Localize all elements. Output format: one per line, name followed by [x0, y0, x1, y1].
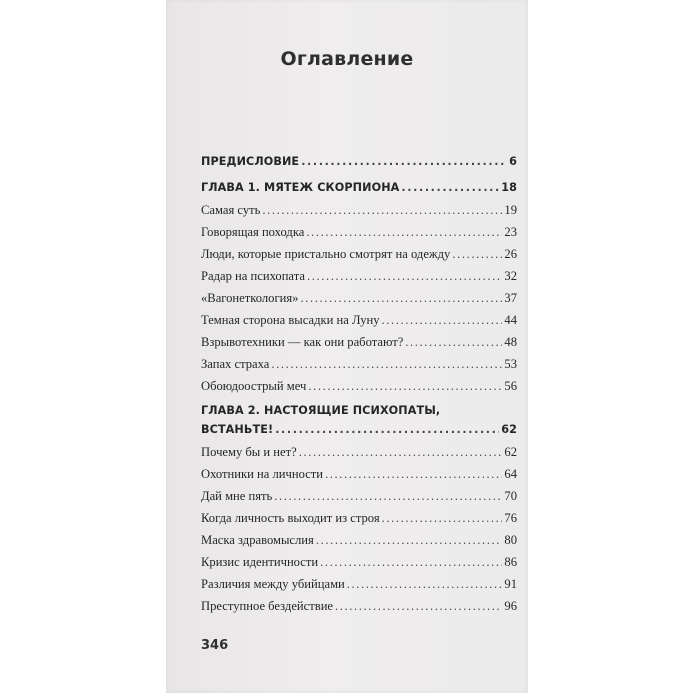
- toc-entry: [201, 441, 517, 463]
- dot-leader: [299, 441, 503, 463]
- toc-entry: [201, 309, 517, 331]
- dot-leader: [382, 507, 503, 529]
- toc-entry-page: 18: [501, 181, 517, 194]
- toc-entry: [201, 331, 517, 353]
- toc-entry-page: 86: [504, 555, 517, 569]
- dot-leader: [320, 551, 502, 573]
- dot-leader: [405, 331, 502, 353]
- toc-entry-page: 32: [504, 269, 517, 283]
- toc-entry: [201, 551, 517, 573]
- dot-leader: [306, 221, 502, 243]
- toc-entry-label: Маска здравомыслия: [201, 533, 314, 547]
- book-page: [166, 0, 528, 693]
- toc-entry: [201, 573, 517, 595]
- toc-entry-continued: [201, 419, 517, 441]
- toc-entry-label: Различия между убийцами: [201, 577, 345, 591]
- toc-entry-page: 64: [504, 467, 517, 481]
- toc-entry-label: Радар на психопата: [201, 269, 305, 283]
- dot-leader: [308, 375, 502, 397]
- toc-entry-page: 70: [504, 489, 517, 503]
- toc-entry: [201, 199, 517, 221]
- toc-entry-label: Люди, которые пристально смотрят на одежду: [201, 247, 451, 261]
- toc-entry-label: Кризис идентичности: [201, 555, 319, 569]
- toc-entry: [201, 221, 517, 243]
- toc-entry: [201, 151, 517, 173]
- dot-leader: [262, 199, 502, 221]
- dot-leader: [300, 287, 502, 309]
- toc-entry-label: Когда личность выходит из строя: [201, 511, 380, 525]
- dot-leader: [301, 151, 507, 173]
- page-number: 346: [201, 638, 229, 653]
- toc-entry: [201, 287, 517, 309]
- toc-entry-label: ГЛАВА 1. МЯТЕЖ СКОРПИОНА: [201, 181, 400, 194]
- toc-entry: [201, 243, 517, 265]
- dot-leader: [275, 419, 499, 441]
- dot-leader: [325, 463, 502, 485]
- toc-entry: [201, 265, 517, 287]
- toc-entry-label: Темная сторона высадки на Луну: [201, 313, 380, 327]
- toc-entry: [201, 403, 517, 419]
- toc-entry-page: 76: [504, 511, 517, 525]
- toc-entry-page: 80: [504, 533, 517, 547]
- dot-leader: [316, 529, 503, 551]
- toc-entry-page: 6: [509, 155, 517, 168]
- toc-entry-label-continued: ВСТАНЬТЕ!: [201, 423, 274, 436]
- toc-entry-label: «Вагонеткология»: [201, 291, 299, 305]
- toc-entry-page: 62: [504, 445, 517, 459]
- toc-entry-label: Взрывотехники — как они работают?: [201, 335, 404, 349]
- toc-entry-page: 96: [504, 599, 517, 613]
- toc-entry-page: 62: [501, 423, 517, 436]
- dot-leader: [452, 243, 502, 265]
- toc-entry-label: Самая суть: [201, 203, 261, 217]
- toc-entry-page: 91: [504, 577, 517, 591]
- toc-entry-page: 37: [504, 291, 517, 305]
- toc-entry: [201, 353, 517, 375]
- toc-entry: [201, 507, 517, 529]
- dot-leader: [401, 177, 499, 199]
- dot-leader: [274, 485, 502, 507]
- toc-entry-page: 56: [504, 379, 517, 393]
- toc-entry-label: Почему бы и нет?: [201, 445, 297, 459]
- dot-leader: [271, 353, 502, 375]
- toc-entry: [201, 529, 517, 551]
- toc-entry-page: 19: [504, 203, 517, 217]
- toc-entry-label: ГЛАВА 2. НАСТОЯЩИЕ ПСИХОПАТЫ,: [201, 404, 441, 417]
- page-title: Оглавление: [280, 48, 414, 70]
- toc-entry-label: ПРЕДИСЛОВИЕ: [201, 155, 300, 168]
- toc-entry-label: Запах страха: [201, 357, 270, 371]
- toc-entry-page: 48: [504, 335, 517, 349]
- toc-entry-page: 26: [504, 247, 517, 261]
- toc-entry-page: 23: [504, 225, 517, 239]
- toc-entry: [201, 595, 517, 617]
- dot-leader: [347, 573, 503, 595]
- toc-entry-label: Говорящая походка: [201, 225, 305, 239]
- toc-entry-label: Дай мне пять: [201, 489, 273, 503]
- table-of-contents: [201, 151, 517, 617]
- toc-entry-label: Охотники на личности: [201, 467, 324, 481]
- dot-leader: [307, 265, 502, 287]
- toc-entry-label: Преступное бездействие: [201, 599, 334, 613]
- toc-entry: [201, 177, 517, 199]
- dot-leader: [335, 595, 502, 617]
- toc-entry-page: 44: [504, 313, 517, 327]
- toc-entry-page: 53: [504, 357, 517, 371]
- toc-entry: [201, 485, 517, 507]
- toc-entry: [201, 375, 517, 397]
- dot-leader: [382, 309, 503, 331]
- toc-entry: [201, 463, 517, 485]
- toc-entry-label: Обоюдоострый меч: [201, 379, 307, 393]
